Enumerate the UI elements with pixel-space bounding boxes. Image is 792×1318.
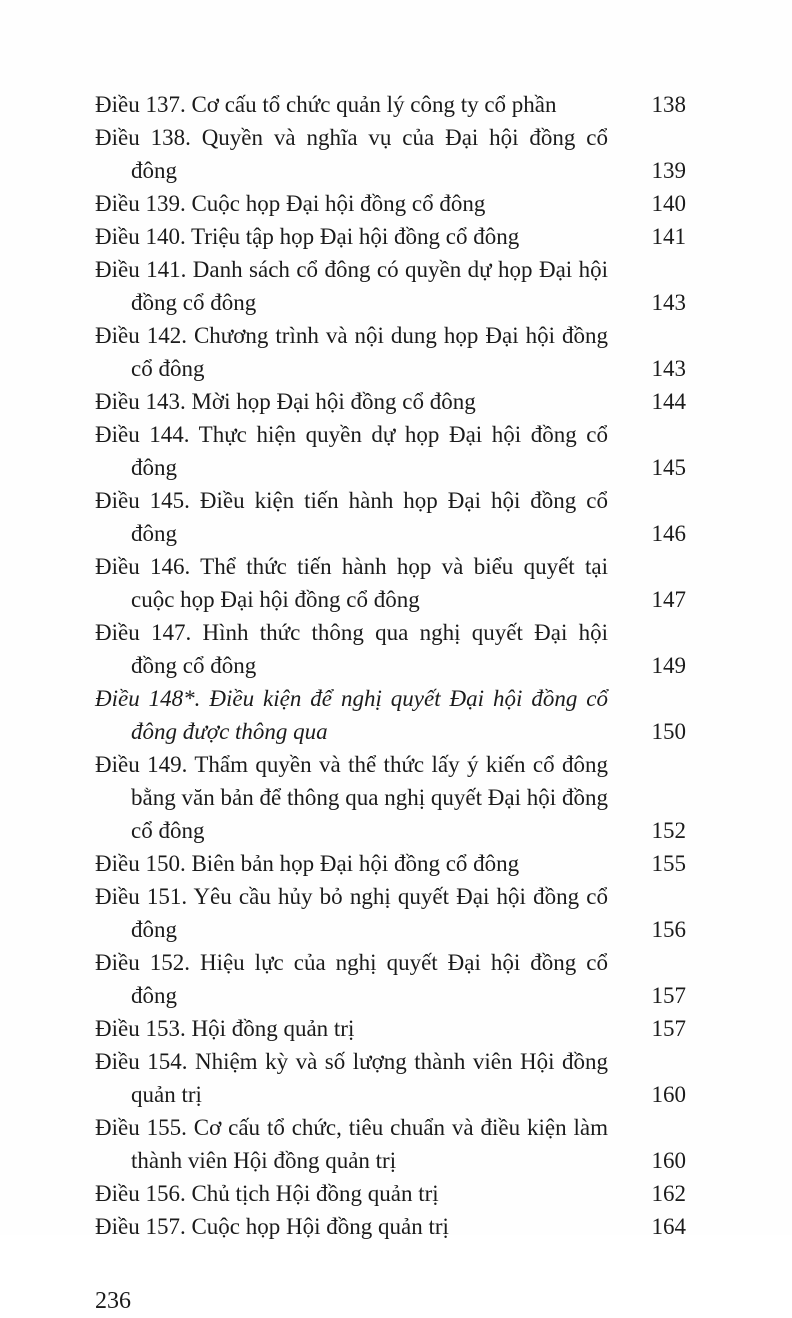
toc-list: [95, 88, 686, 1243]
toc-entry: [95, 319, 686, 385]
toc-entry: [95, 1012, 686, 1045]
toc-entry-title: Điều 157. Cuộc họp Hội đồng quản trị: [95, 1214, 449, 1239]
toc-entry: [95, 1045, 686, 1111]
toc-entry-title: Điều 147. Hình thức thông qua nghị quyết Đại hội đồng cổ đông: [95, 620, 608, 678]
toc-entry-page-number: 152: [651, 818, 686, 843]
toc-entry-page-number: 143: [651, 290, 686, 315]
toc-entry: [95, 880, 686, 946]
toc-entry: [95, 1111, 686, 1177]
toc-entry: [95, 550, 686, 616]
toc-entry-title: Điều 146. Thể thức tiến hành họp và biểu quyết tại cuộc họp Đại hội đồng cổ đông: [95, 554, 608, 612]
toc-entry: [95, 748, 686, 847]
toc-entry-page-number: 150: [651, 719, 686, 744]
toc-entry: [95, 616, 686, 682]
toc-entry-page-number: 164: [651, 1214, 686, 1239]
toc-entry: [95, 946, 686, 1012]
toc-entry-page-number: 156: [651, 917, 686, 942]
toc-entry-page-number: 157: [651, 983, 686, 1008]
toc-entry: [95, 847, 686, 880]
toc-entry-page-number: 162: [651, 1181, 686, 1206]
toc-entry-title: Điều 152. Hiệu lực của nghị quyết Đại hội đồng cổ đông: [95, 950, 608, 1008]
toc-entry-page-number: 140: [651, 191, 686, 216]
toc-entry-title: Điều 149. Thẩm quyền và thể thức lấy ý kiến cổ đông bằng văn bản để thông qua nghị quyết Đại hội đồng cổ đông: [95, 752, 608, 843]
toc-entry-page-number: 146: [651, 521, 686, 546]
toc-entry-page-number: 144: [651, 389, 686, 414]
toc-entry-page-number: 147: [651, 587, 686, 612]
toc-entry-title: Điều 156. Chủ tịch Hội đồng quản trị: [95, 1181, 439, 1206]
toc-entry-title: Điều 137. Cơ cấu tổ chức quản lý công ty cổ phần: [95, 92, 557, 117]
toc-entry-title: Điều 155. Cơ cấu tổ chức, tiêu chuẩn và điều kiện làm thành viên Hội đồng quản trị: [95, 1115, 608, 1173]
toc-entry-page-number: 139: [651, 158, 686, 183]
toc-entry-title: Điều 148*. Điều kiện để nghị quyết Đại hội đồng cổ đông được thông qua: [95, 686, 608, 744]
toc-entry-title: Điều 153. Hội đồng quản trị: [95, 1016, 355, 1041]
toc-entry: [95, 187, 686, 220]
toc-entry: [95, 1210, 686, 1243]
toc-entry: [95, 484, 686, 550]
toc-entry-title: Điều 140. Triệu tập họp Đại hội đồng cổ đông: [95, 224, 520, 249]
toc-entry-title: Điều 143. Mời họp Đại hội đồng cổ đông: [95, 389, 476, 414]
toc-entry-title: Điều 145. Điều kiện tiến hành họp Đại hội đồng cổ đông: [95, 488, 608, 546]
toc-entry-page-number: 138: [651, 92, 686, 117]
toc-entry-title: Điều 154. Nhiệm kỳ và số lượng thành viên Hội đồng quản trị: [95, 1049, 608, 1107]
toc-entry: [95, 682, 686, 748]
toc-entry-page-number: 141: [651, 224, 686, 249]
toc-entry-page-number: 145: [651, 455, 686, 480]
folio-page-number: 236: [95, 1288, 131, 1314]
toc-entry: [95, 385, 686, 418]
toc-entry-title: Điều 142. Chương trình và nội dung họp Đại hội đồng cổ đông: [95, 323, 608, 381]
toc-entry: [95, 220, 686, 253]
toc-entry-page-number: 149: [651, 653, 686, 678]
toc-entry-title: Điều 141. Danh sách cổ đông có quyền dự họp Đại hội đồng cổ đông: [95, 257, 608, 315]
toc-entry-page-number: 157: [651, 1016, 686, 1041]
toc-entry: [95, 253, 686, 319]
toc-entry: [95, 1177, 686, 1210]
toc-entry: [95, 418, 686, 484]
toc-entry-title: Điều 138. Quyền và nghĩa vụ của Đại hội đồng cổ đông: [95, 125, 608, 183]
toc-entry-title: Điều 139. Cuộc họp Đại hội đồng cổ đông: [95, 191, 486, 216]
toc-entry-page-number: 160: [651, 1082, 686, 1107]
toc-entry-page-number: 155: [651, 851, 686, 876]
toc-entry-page-number: 160: [651, 1148, 686, 1173]
toc-entry: [95, 88, 686, 121]
toc-entry-title: Điều 151. Yêu cầu hủy bỏ nghị quyết Đại hội đồng cổ đông: [95, 884, 608, 942]
toc-entry-title: Điều 150. Biên bản họp Đại hội đồng cổ đông: [95, 851, 520, 876]
toc-entry: [95, 121, 686, 187]
toc-entry-title: Điều 144. Thực hiện quyền dự họp Đại hội đồng cổ đông: [95, 422, 608, 480]
toc-entry-page-number: 143: [651, 356, 686, 381]
